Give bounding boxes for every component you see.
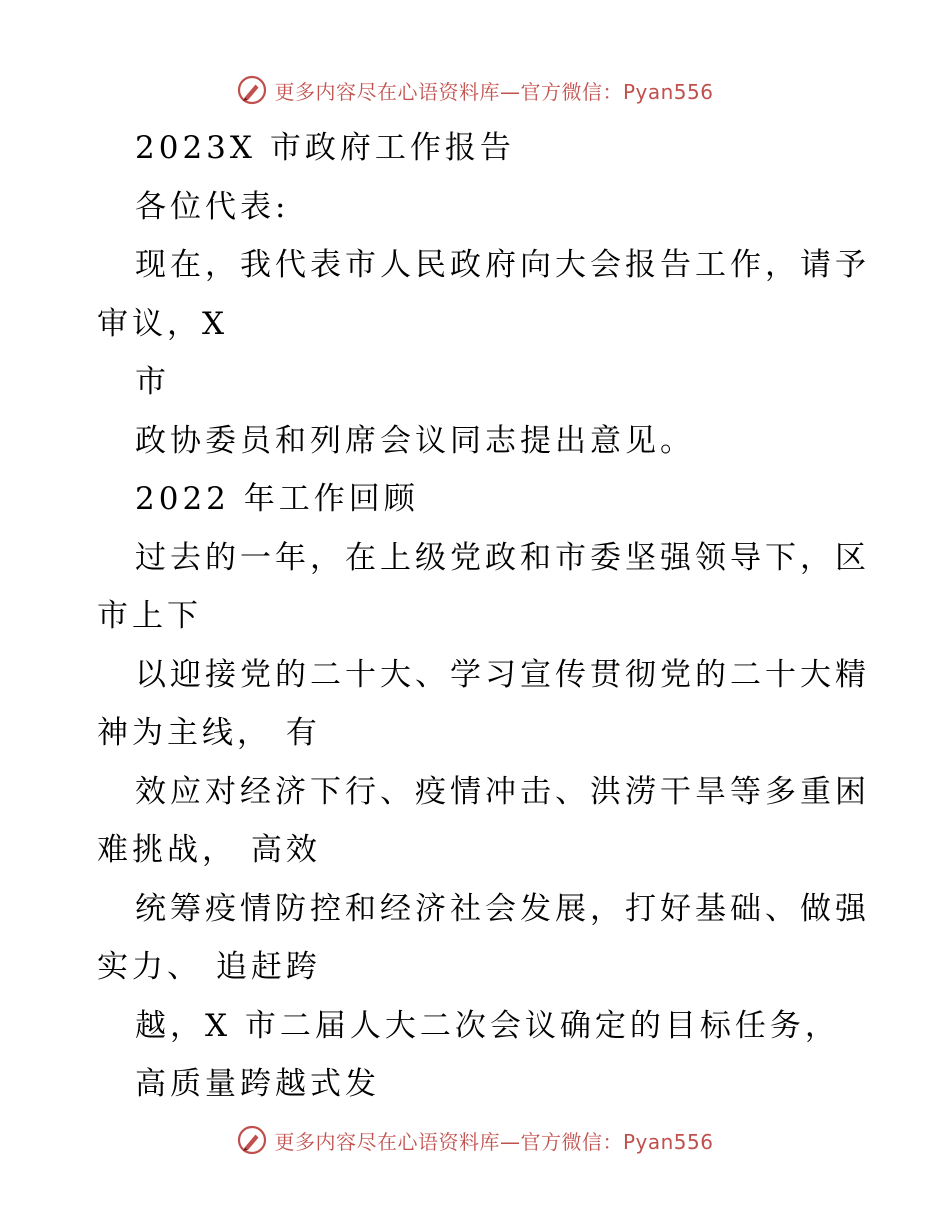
doc-line: 现在，我代表市人民政府向大会报告工作，请予 (135, 247, 870, 283)
doc-title: 2023X 市政府工作报告 (135, 130, 515, 166)
doc-section-heading: 2022 年工作回顾 (135, 481, 419, 517)
doc-line: 审议，X (97, 306, 229, 342)
pen-logo-icon (236, 1124, 268, 1156)
doc-line: 市 (135, 364, 170, 400)
doc-line: 难挑战， 高效 (97, 832, 321, 868)
watermark-text: 更多内容尽在心语资料库—官方微信：Pyan556 (274, 79, 714, 104)
watermark-group (236, 1124, 713, 1156)
doc-line: 市上下 (97, 598, 202, 634)
doc-line: 越，X 市二届人大二次会议确定的目标任务， (135, 1008, 840, 1044)
doc-line: 神为主线， 有 (97, 715, 321, 751)
doc-line: 高质量跨越式发 (135, 1066, 380, 1102)
doc-line: 过去的一年，在上级党政和市委坚强领导下，区 (135, 540, 870, 576)
doc-line: 实力、 追赶跨 (97, 949, 321, 985)
watermark-text: 更多内容尽在心语资料库—官方微信：Pyan556 (274, 1129, 714, 1154)
doc-salutation: 各位代表: (135, 189, 290, 225)
doc-line: 统筹疫情防控和经济社会发展，打好基础、做强 (135, 891, 870, 927)
footer-watermark (0, 1120, 950, 1160)
doc-line: 以迎接党的二十大、学习宣传贯彻党的二十大精 (135, 657, 870, 693)
doc-line: 效应对经济下行、疫情冲击、洪涝干旱等多重困 (135, 774, 870, 810)
doc-line: 政协委员和列席会议同志提出意见。 (135, 423, 695, 459)
